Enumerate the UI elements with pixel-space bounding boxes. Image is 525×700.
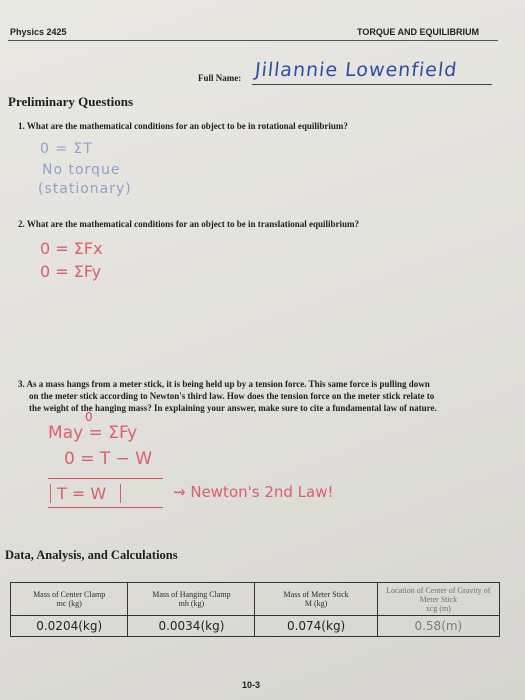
question-1-text: What are the mathematical conditions for an object to be in rotational equilibrium? [26, 121, 348, 131]
question-1-number: 1. [18, 121, 25, 131]
q1-answer-line-3: (stationary) [38, 181, 132, 197]
data-table-header-row [11, 583, 500, 616]
question-3-number: 3. [18, 379, 25, 389]
question-3-text-line-1: As a mass hangs from a meter stick, it is being held up by a tension force. This same force is pulling down [26, 379, 430, 389]
q2-answer-line-1: 0 = ΣFx [40, 239, 103, 258]
q1-answer-line-1: 0 = ΣT [40, 141, 93, 157]
q3-box-bottom [48, 507, 163, 508]
q3-arrow-icon: ⇝ [173, 483, 191, 501]
lab-title: TORQUE AND EQUILIBRIUM [357, 27, 480, 37]
header-rule [8, 40, 498, 41]
course-label: Physics 2425 [10, 27, 67, 37]
q3-strike-mark: 0 [85, 410, 93, 424]
full-name-line [252, 84, 492, 85]
question-2-text: What are the mathematical conditions for an object to be in translational equilibrium? [26, 219, 360, 229]
question-1 [18, 120, 348, 132]
header-meter-stick: Mass of Meter Stick M (kg) [255, 583, 377, 616]
cell-center-of-gravity: 0.58(m) [377, 616, 499, 637]
q1-answer-line-2: No torque [42, 162, 121, 178]
data-heading: Data, Analysis, and Calculations [5, 548, 178, 562]
page-number: 10-3 [242, 680, 261, 690]
q3-answer-boxed: T = W [50, 484, 121, 503]
header-hanging-clamp: Mass of Hanging Clamp mh (kg) [128, 583, 255, 616]
cell-hanging-clamp: 0.0034(kg) [128, 616, 255, 637]
question-2 [18, 218, 359, 230]
cell-meter-stick: 0.074(kg) [255, 616, 377, 637]
header-center-clamp: Mass of Center Clamp mc (kg) [11, 583, 128, 616]
header-center-of-gravity: Location of Center of Gravity of Meter Stick xcg (m) [377, 583, 499, 616]
full-name-label: Full Name: [198, 73, 242, 83]
preliminary-heading: Preliminary Questions [8, 94, 134, 109]
q2-answer-line-2: 0 = ΣFy [40, 262, 102, 281]
data-table-row [11, 616, 500, 637]
full-name-value: Jillannie Lowenfield [253, 59, 459, 81]
question-3-text-line-3: the weight of the hanging mass? In explaining your answer, make sure to cite a fundamental law of nature. [29, 403, 437, 413]
q3-answer-law: ⇝ Newton's 2nd Law! [173, 483, 334, 501]
cell-center-clamp: 0.0204(kg) [11, 616, 128, 637]
q3-answer-line-1: May = ΣFy [48, 423, 138, 443]
data-table [10, 582, 500, 637]
q3-answer-line-2: 0 = T − W [64, 449, 153, 469]
question-2-number: 2. [18, 219, 25, 229]
question-3-text-line-2: on the meter stick according to Newton's third law. How does the tension force on the meter stick relate to [29, 391, 435, 401]
question-3 [18, 378, 508, 414]
q3-box-top [48, 478, 163, 479]
